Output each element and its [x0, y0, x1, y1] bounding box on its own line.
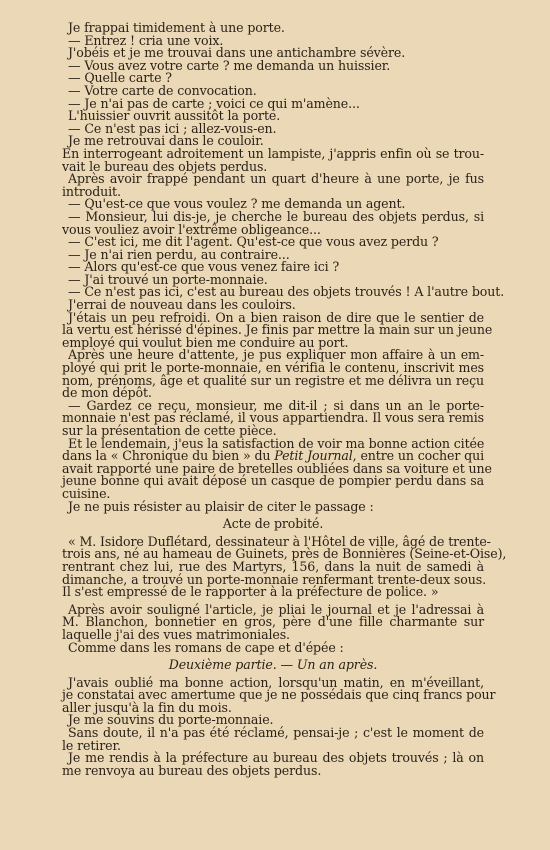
text-line: dimanche, a trouvé un porte-monnaie renfermant trente-deux sous.: [62, 571, 486, 587]
section-heading: Deuxième partie. — Un an après.: [168, 657, 378, 673]
text-line: Après avoir frappé pendant un quart d'heure à une porte, je fus: [68, 171, 484, 187]
text-line: Comme dans les romans de cape et d'épée :: [68, 639, 344, 655]
text-line: vous vouliez avoir l'extrême obligeance...: [62, 221, 321, 237]
text-line: Je me retrouvai dans le couloir.: [68, 133, 264, 149]
text-line: Je frappai timidement à une porte.: [68, 20, 285, 35]
text-line: la vertu est hérissé d'épines. Je finis par mettre la main sur un jeune: [62, 322, 493, 338]
text-line: J'avais oublié ma bonne action, lorsqu'un matin, en m'éveillant,: [68, 674, 484, 690]
text-line: M. Blanchon, bonnetier en gros, père d'une fille charmante sur: [62, 614, 484, 630]
text-line: — Gardez ce reçu, monsieur, me dit-il ; si dans un an le porte-: [68, 397, 484, 413]
text-line: jeune bonne qui avait déposé un casque de pompier perdu dans sa: [62, 473, 484, 489]
text-line: je constatai avec amertume que je ne possédais que cinq francs pour: [62, 687, 496, 703]
text-line: — Ce n'est pas ici, c'est au bureau des objets trouvés ! A l'autre bout.: [68, 284, 505, 300]
text-line: Il s'est empressé de le rapporter à la préfecture de police. »: [62, 584, 439, 600]
text-line: — Qu'est-ce que vous voulez ? me demanda un agent.: [68, 196, 406, 212]
text-line: sur la présentation de cette pièce.: [62, 423, 277, 438]
text-line: — Monsieur, lui dis-je, je cherche le bureau des objets perdus, si: [68, 208, 484, 224]
text-line: Je ne puis résister au plaisir de citer le passage :: [68, 498, 374, 514]
section-heading: Acte de probité.: [222, 516, 324, 532]
text-line: J'errai de nouveau dans les couloirs.: [68, 297, 296, 313]
text-line: ployé qui prit le porte-monnaie, en vérifia le contenu, inscrivit mes: [62, 360, 484, 376]
text-line: dans la « Chronique du bien » du Petit Journal, entre un cocher qui: [62, 448, 484, 464]
text-line: vait le bureau des objets perdus.: [62, 158, 268, 174]
text-line: aller jusqu'à la fin du mois.: [62, 699, 232, 715]
text-line: le retirer.: [62, 737, 121, 753]
text-line: — Votre carte de convocation.: [68, 82, 257, 98]
text-line: Après avoir souligné l'article, je pliai le journal et je l'adressai à: [68, 601, 484, 617]
text-line: L'huissier ouvrit aussitôt la porte.: [68, 108, 281, 124]
text-line: — Je n'ai rien perdu, au contraire...: [68, 246, 290, 262]
text-line: J'étais un peu refroidi. On a bien raison de dire que le sentier de: [68, 309, 484, 325]
text-line: trois ans, né au hameau de Guinets, près de Bonnières (Seine-et-Oise),: [62, 546, 507, 562]
text-line: avait rapporté une paire de bretelles oubliées dans sa voiture et une: [62, 460, 492, 476]
text-line: laquelle j'ai des vues matrimoniales.: [62, 626, 290, 642]
text-line: — Quelle carte ?: [68, 70, 172, 86]
text-line: « M. Isidore Duflétard, dessinateur à l'Hôtel de ville, âgé de trente-: [68, 533, 491, 549]
text-line: Sans doute, il n'a pas été réclamé, pensai-je ; c'est le moment de: [68, 725, 484, 741]
text-line: — C'est ici, me dit l'agent. Qu'est-ce que vous avez perdu ?: [68, 234, 439, 250]
text-line: — J'ai trouvé un porte-monnaie.: [68, 271, 268, 287]
text-line: nom, prénoms, âge et qualité sur un registre et me délivra un reçu: [62, 372, 484, 388]
text-line: me renvoya au bureau des objets perdus.: [62, 762, 322, 778]
text-line: Après une heure d'attente, je pus expliquer mon affaire à un em-: [68, 347, 484, 363]
text-line: rentrant chez lui, rue des Martyrs, 156, dans la nuit de samedi à: [62, 558, 484, 574]
text-line: — Ce n'est pas ici ; allez-vous-en.: [68, 120, 277, 136]
text-line: de mon dépôt.: [62, 385, 152, 401]
text-line: Je me rendis à la préfecture au bureau des objets trouvés ; là on: [68, 750, 484, 766]
text-line: introduit.: [62, 183, 121, 199]
text-line: — Je n'ai pas de carte ; voici ce qui m'amène...: [68, 95, 360, 111]
text-line: employé qui voulut bien me conduire au port.: [62, 334, 349, 350]
text-line: J'obéis et je me trouvai dans une antichambre sévère.: [68, 45, 406, 61]
text-line: monnaie n'est pas réclamé, il vous appartiendra. Il vous sera remis: [62, 410, 484, 426]
text-line: — Alors qu'est-ce que vous venez faire ici ?: [68, 259, 340, 275]
text-line: Je me souvins du porte-monnaie.: [68, 712, 274, 728]
text-line: cuisine.: [62, 485, 111, 501]
text-line: — Vous avez votre carte ? me demanda un huissier.: [68, 57, 391, 73]
text-line: En interrogeant adroitement un lampiste, j'appris enfin où se trou-: [62, 145, 484, 161]
text-line: — Entrez ! cria une voix.: [68, 32, 224, 48]
text-line: Et le lendemain, j'eus la satisfaction de voir ma bonne action citée: [68, 435, 485, 451]
